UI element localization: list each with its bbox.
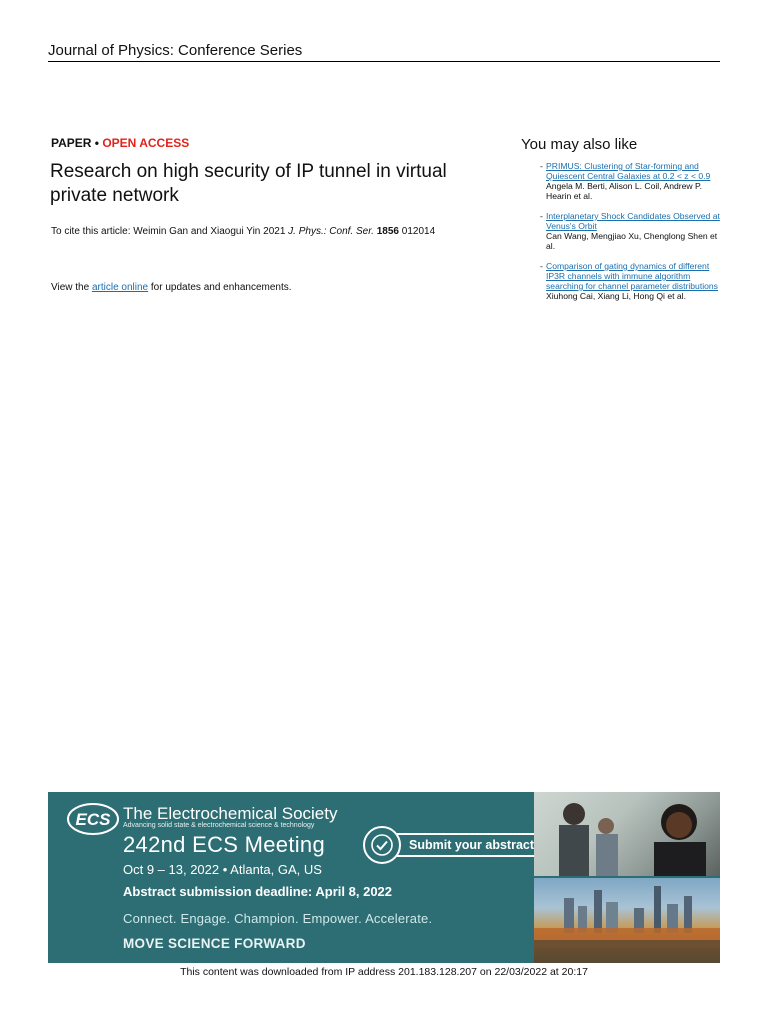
related-item xyxy=(521,261,721,301)
related-item xyxy=(521,211,721,251)
submit-abstract-button[interactable] xyxy=(363,826,563,864)
related-item-link[interactable]: PRIMUS: Clustering of Star-forming and Quiescent Central Galaxies at 0.2 < z < 0.9 xyxy=(546,161,711,181)
ecs-logo-icon xyxy=(66,802,120,836)
citation-prefix: To cite this article: Weimin Gan and Xiaogui Yin 2021 xyxy=(51,226,289,237)
journal-header: Journal of Physics: Conference Series xyxy=(48,42,720,62)
related-articles xyxy=(521,136,721,311)
paper-type-label: PAPER xyxy=(51,136,92,150)
view-before: View the xyxy=(51,282,92,293)
view-after: for updates and enhancements. xyxy=(148,282,292,293)
citation-volume: 1856 xyxy=(376,226,399,237)
society-tagline: Advancing solid state & electrochemical science & technology xyxy=(123,822,315,829)
move-science-forward: MOVE SCIENCE FORWARD xyxy=(123,936,306,951)
society-name: The Electrochemical Society xyxy=(123,804,338,823)
tag-separator: • xyxy=(91,136,103,150)
related-item-authors: Can Wang, Mengjiao Xu, Chenglong Shen et al. xyxy=(546,231,718,251)
article-title: Research on high security of IP tunnel in virtual private network xyxy=(50,161,447,206)
checkmark-icon xyxy=(365,828,399,862)
related-heading: You may also like xyxy=(521,136,638,153)
skyline-illustration xyxy=(534,878,720,963)
list-dash: - xyxy=(540,261,543,271)
submit-abstract-label[interactable]: Submit your abstract xyxy=(397,833,563,857)
related-item-authors: Xiuhong Cai, Xiang Li, Hong Qi et al. xyxy=(546,291,686,301)
ecs-logo-text: ECS xyxy=(75,810,111,829)
people-photo xyxy=(534,792,720,876)
deadline-label: Abstract submission deadline: xyxy=(123,884,313,899)
meeting-title: 242nd ECS Meeting xyxy=(123,832,326,857)
list-dash: - xyxy=(540,161,543,171)
atlanta-skyline-photo xyxy=(534,878,720,963)
people-illustration xyxy=(534,792,720,876)
related-item-authors: Angela M. Berti, Alison L. Coil, Andrew P. Hearin et al. xyxy=(546,181,703,201)
paper-type-tag xyxy=(51,136,189,150)
view-online-line xyxy=(51,282,292,293)
meeting-dates: Oct 9 – 13, 2022 • Atlanta, GA, US xyxy=(123,862,322,877)
download-notice: This content was downloaded from IP address 201.183.128.207 on 22/03/2022 at 20:17 xyxy=(180,966,588,978)
citation xyxy=(51,226,435,237)
related-item-link[interactable]: Interplanetary Shock Candidates Observed at Venus's Orbit xyxy=(546,211,720,231)
submission-deadline xyxy=(123,884,392,899)
article-online-link[interactable]: article online xyxy=(91,282,149,293)
related-item-link[interactable]: Comparison of gating dynamics of different IP3R channels with immune algorithm searching for channel parameter distributions xyxy=(546,261,718,291)
checkmark-circle-icon xyxy=(363,826,401,864)
related-item xyxy=(521,161,721,201)
connect-slogan: Connect. Engage. Champion. Empower. Accelerate. xyxy=(123,911,433,926)
ecs-advertisement-banner[interactable] xyxy=(48,792,720,963)
list-dash: - xyxy=(540,211,543,221)
open-access-label: OPEN ACCESS xyxy=(102,136,190,150)
deadline-date: April 8, 2022 xyxy=(315,884,393,899)
citation-journal: J. Phys.: Conf. Ser. xyxy=(288,226,374,237)
citation-article: 012014 xyxy=(401,226,436,237)
